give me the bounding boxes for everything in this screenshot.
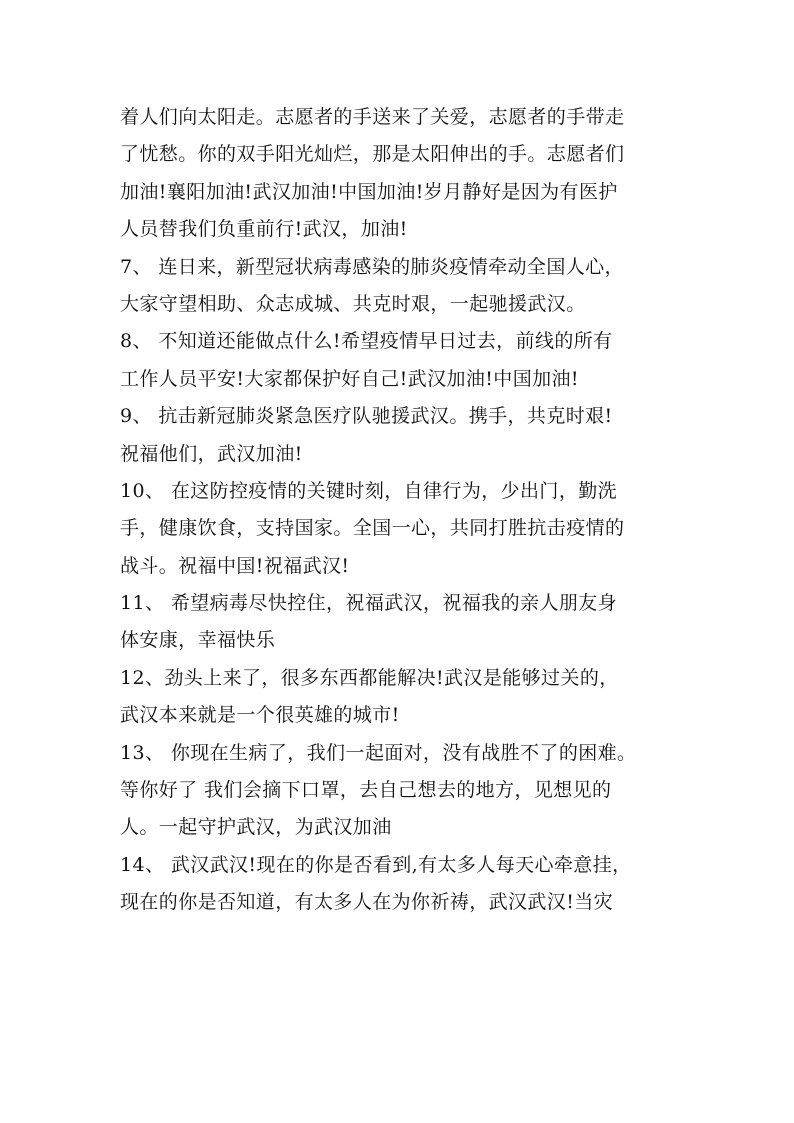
- text-line: 战斗。祝福中国!祝福武汉!: [120, 554, 350, 577]
- text-line: 11、 希望病毒尽快控住，祝福武汉，祝福我的亲人朋友身: [120, 592, 618, 615]
- text-line: 着人们向太阳走。志愿者的手送来了关爱，志愿者的手带走: [120, 106, 625, 128]
- text-line: 工作人员平安!大家都保护好自己!武汉加油!中国加油!: [120, 367, 579, 390]
- text-line: 9、 抗击新冠肺炎紧急医疗队驰援武汉。携手，共克时艰!: [120, 405, 613, 428]
- text-line: 祝福他们，武汉加油!: [120, 442, 303, 465]
- text-line: 人。一起守护武汉，为武汉加油: [120, 816, 392, 839]
- text-line: 等你好了 我们会摘下口罩，去自己想去的地方，见想见的: [120, 779, 612, 802]
- text-line: 7、 连日来，新型冠状病毒感染的肺炎疫情牵动全国人心，: [120, 255, 624, 278]
- text-line: 武汉本来就是一个很英雄的城市!: [120, 704, 400, 727]
- text-line: 8、 不知道还能做点什么!希望疫情早日过去，前线的所有: [120, 330, 613, 353]
- text-line: 13、 你现在生病了，我们一起面对，没有战胜不了的困难。: [120, 741, 637, 764]
- text-line: 12、劲头上来了，很多东西都能解决!武汉是能够过关的，: [120, 666, 619, 689]
- text-line: 体安康，幸福快乐: [120, 629, 276, 652]
- document-text-block: [120, 99, 700, 922]
- text-line: 了忧愁。你的双手阳光灿烂，那是太阳伸出的手。志愿者们: [120, 143, 625, 166]
- text-line: 大家守望相助、众志成城、共克时艰，一起驰援武汉。: [120, 292, 586, 315]
- text-line: 10、 在这防控疫情的关键时刻，自律行为，少出门，勤洗: [120, 479, 618, 502]
- text-line: 人员替我们负重前行!武汉，加油!: [120, 218, 408, 241]
- text-line: 手，健康饮食，支持国家。全国一心，共同打胜抗击疫情的: [120, 517, 625, 540]
- text-line: 加油!襄阳加油!武汉加油!中国加油!岁月静好是因为有医护: [120, 180, 618, 203]
- text-line: 14、 武汉武汉!现在的你是否看到,有太多人每天心牵意挂，: [120, 853, 632, 876]
- text-line: 现在的你是否知道，有太多人在为你祈祷，武汉武汉!当灾: [120, 891, 614, 914]
